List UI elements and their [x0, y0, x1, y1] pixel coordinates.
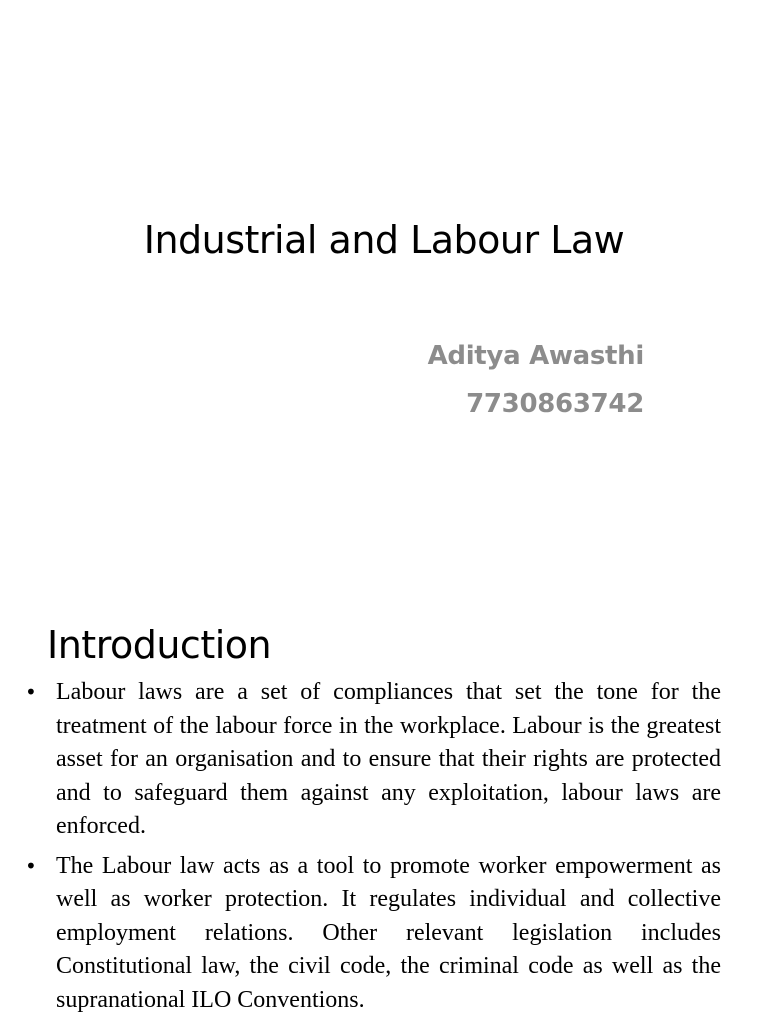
bullet-icon: •: [25, 680, 37, 704]
author-phone: 7730863742: [466, 389, 644, 419]
list-item: [25, 676, 721, 844]
introduction-slide: [0, 600, 768, 1024]
slide-heading: Introduction: [47, 623, 272, 667]
bullet-text: Labour laws are a set of compliances that set the tone for the treatment of the labour force in the workplace. Labour is the greatest asset for an organisation and to ensure that their rights are protected and to safeguard them against any exploitation, labour laws are enforced.: [56, 679, 721, 839]
bullet-text: The Labour law acts as a tool to promote worker empowerment as well as worker protection. It regulates individual and collective employment relations. Other relevant legislation includes Constitutional law, the civil code, the criminal code as well as the supranational ILO Conventions.: [56, 852, 721, 1013]
author-name: Aditya Awasthi: [427, 341, 644, 371]
subtitle-block: [428, 332, 644, 428]
list-item: [25, 850, 721, 1018]
bullet-list: [25, 676, 721, 1023]
bullet-icon: •: [25, 853, 37, 878]
presentation-title: Industrial and Labour Law: [143, 218, 625, 262]
